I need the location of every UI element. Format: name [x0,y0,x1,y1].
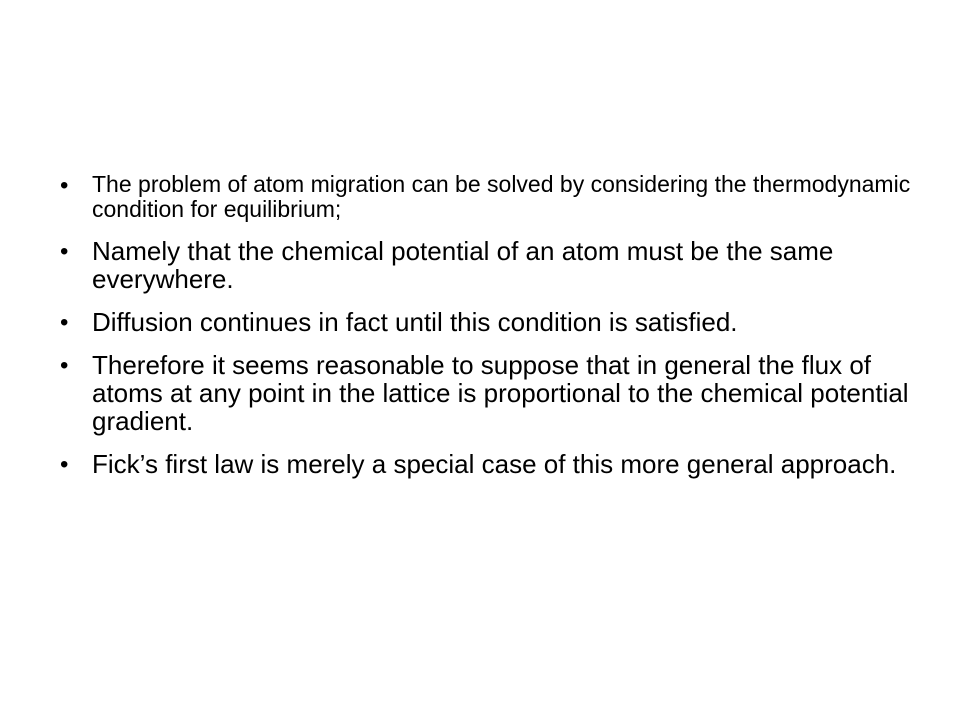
bullet-item [60,351,920,435]
bullet-text: Therefore it seems reasonable to suppose that in general the flux of atoms at any point in the lattice is proportional to the chemical potential gradient. [92,350,909,436]
bullet-text: The problem of atom migration can be solved by considering the thermodynamic condition for equilibrium; [92,171,911,222]
bullet-icon: • [60,451,69,478]
bullet-item [60,308,920,336]
bullet-text: Namely that the chemical potential of an atom must be the same everywhere. [92,236,834,294]
bullet-text: Diffusion continues in fact until this condition is satisfied. [92,307,738,337]
bullet-icon: • [60,238,69,265]
bullet-icon: • [60,172,69,199]
bullet-icon: • [60,352,69,379]
bullet-item [60,237,920,293]
bullet-text: Fick’s first law is merely a special case of this more general approach. [92,449,897,479]
bullet-icon: • [60,309,69,336]
bullet-item [60,172,920,222]
bullet-item [60,450,920,478]
bullet-list [60,172,920,478]
